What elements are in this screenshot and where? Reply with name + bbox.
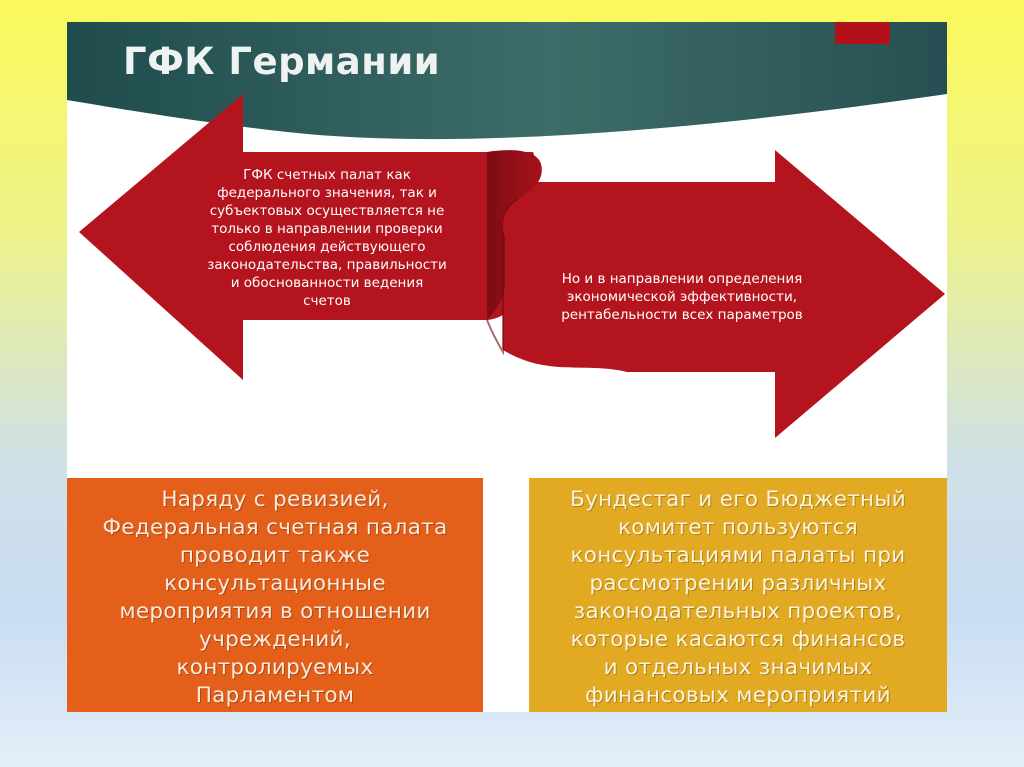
slide-title: ГФК Германии xyxy=(123,40,441,83)
left-info-box: Наряду с ревизией, Федеральная счетная палата проводит также консультационные мероприятия в отношении учреждений, контролируемых Парламентом xyxy=(67,478,483,712)
slide xyxy=(67,22,947,712)
right-info-box: Бундестаг и его Бюджетный комитет пользуются консультациями палаты при рассмотрении различных законодательных проектов, которые касаются финансов и отдельных значимых финансовых мероприятий xyxy=(529,478,947,712)
right-arrow-text: Но и в направлении определения экономической эффективности, рентабельности всех параметров xyxy=(561,271,803,323)
left-arrow-text: ГФК счетных палат как федерального значения, так и субъектовых осуществляется не только в направлении проверки соблюдения действующего законодательства, правильности и обоснованности ведения счетов xyxy=(207,167,447,309)
